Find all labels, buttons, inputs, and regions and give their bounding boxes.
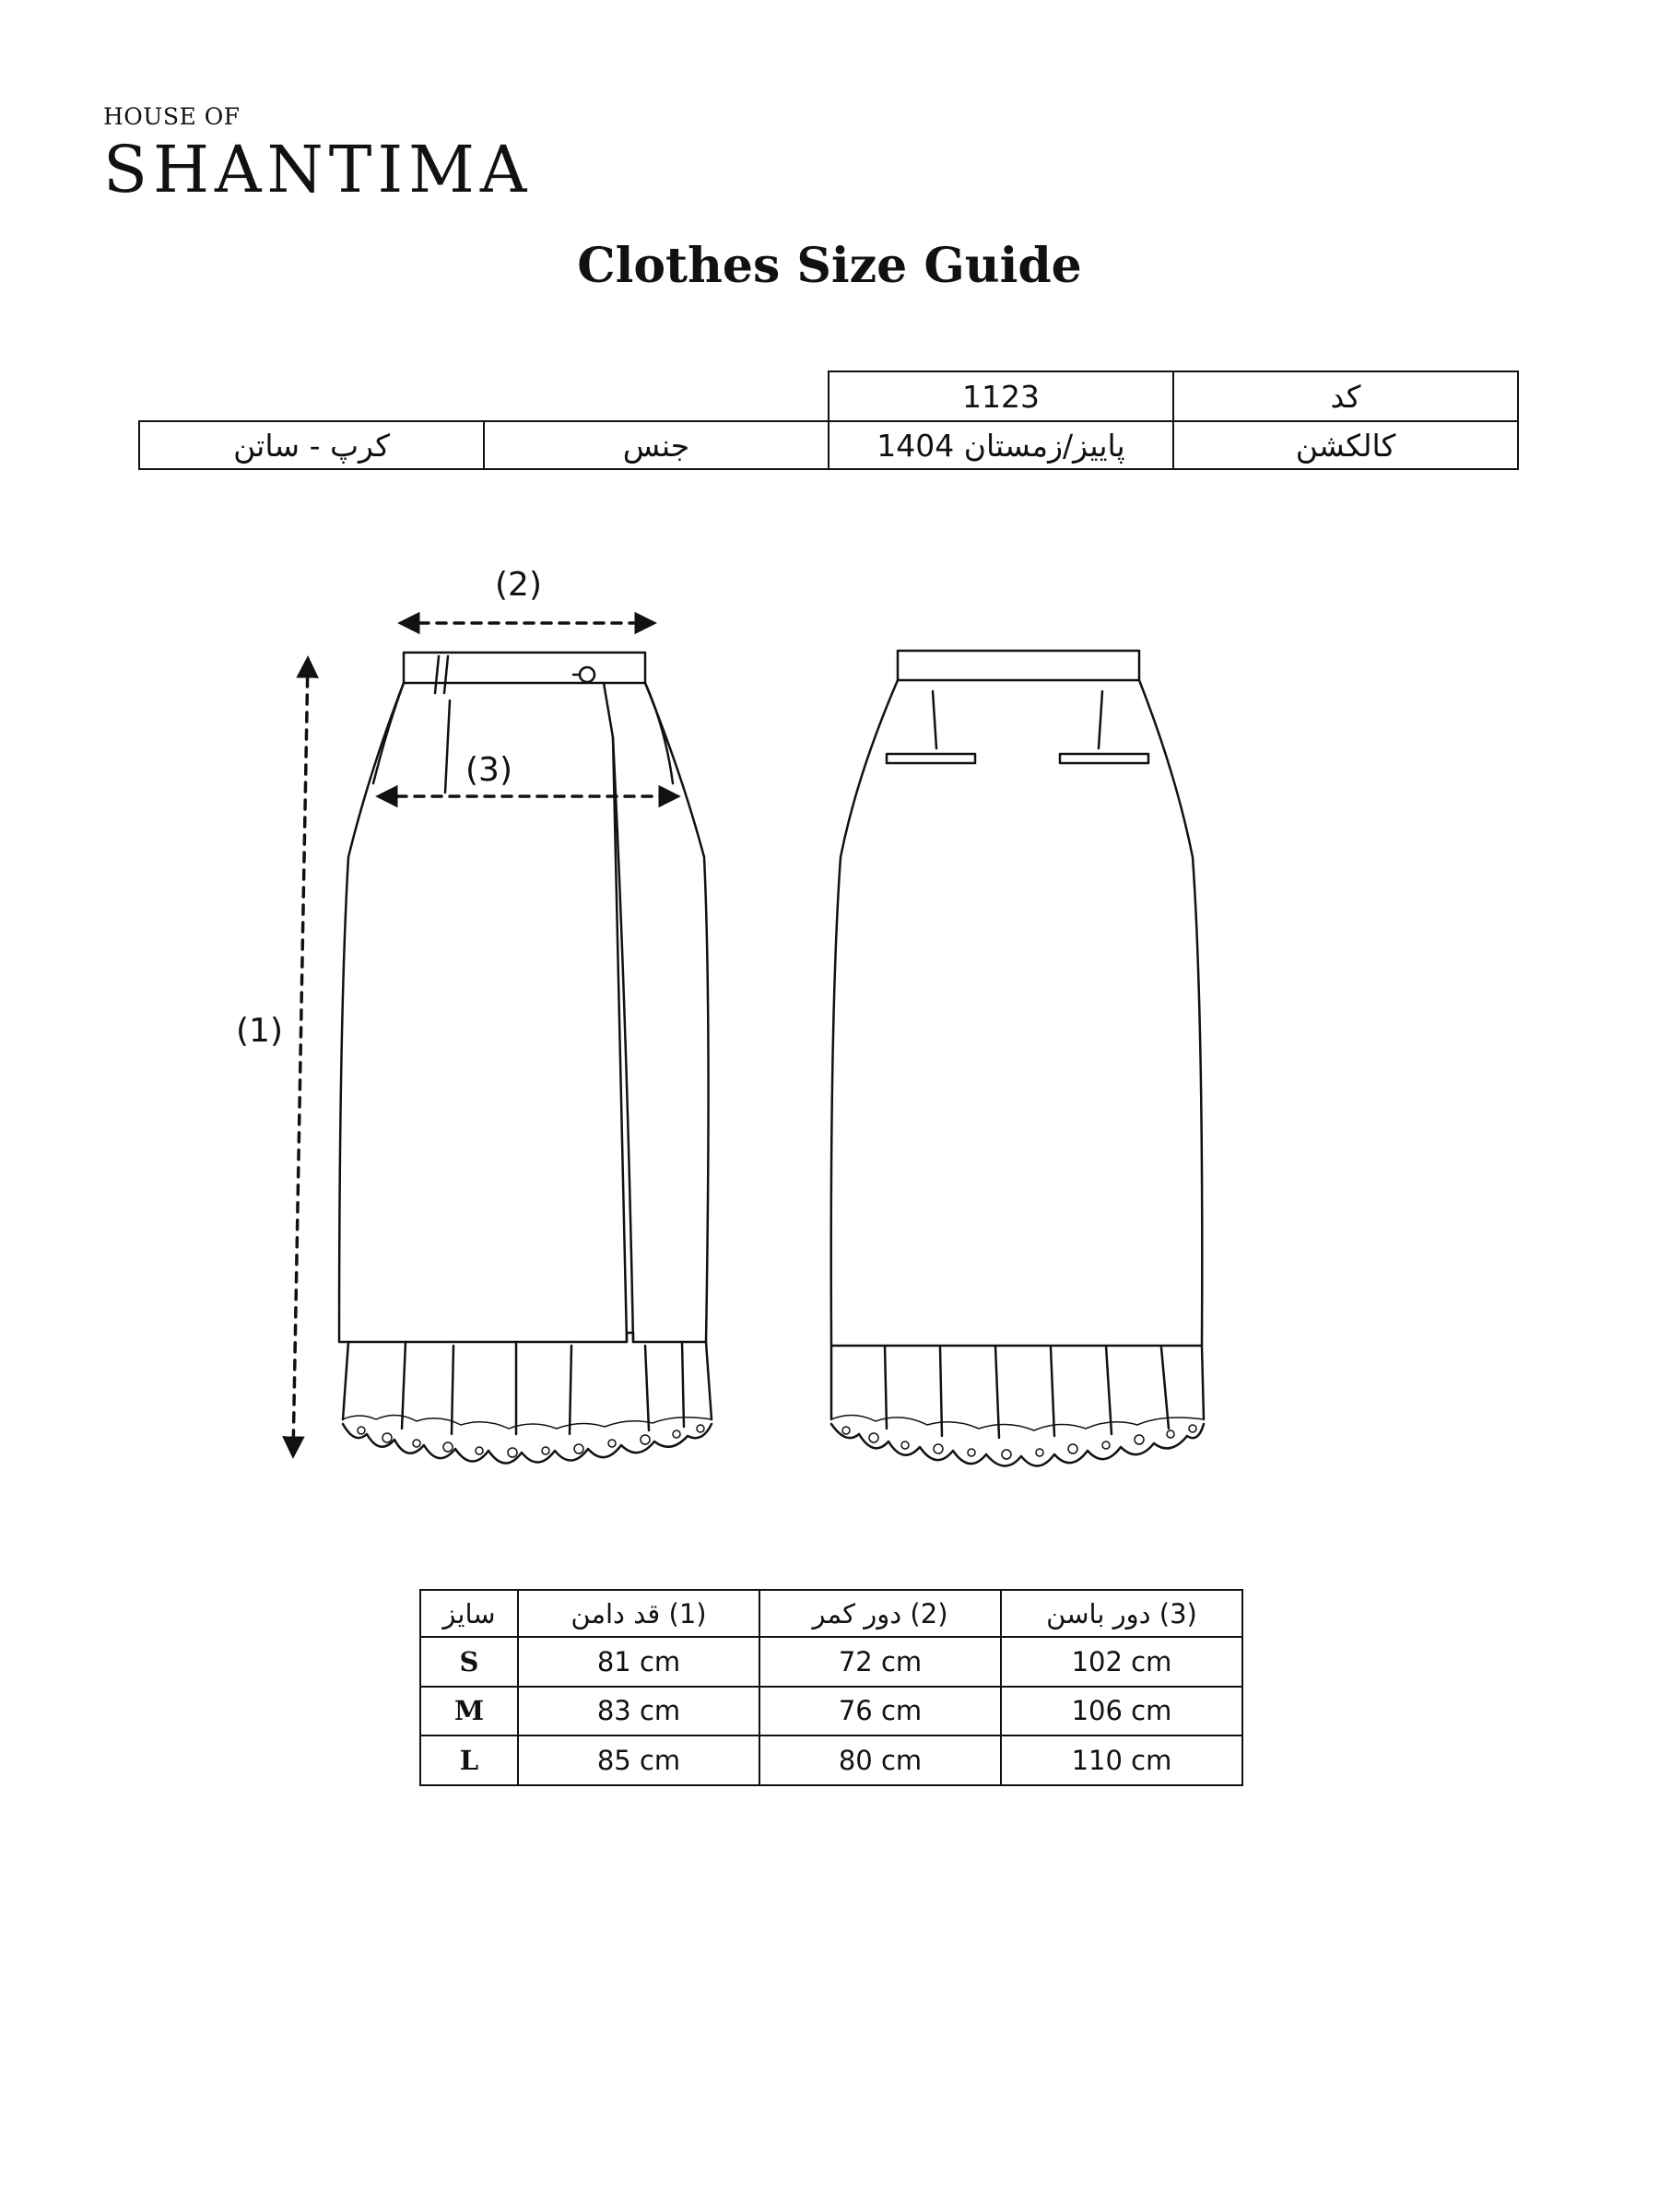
size-cell: M <box>420 1687 518 1736</box>
brand-line-small: HOUSE OF <box>103 103 241 130</box>
brand-line-large: SHANTIMA <box>103 132 533 207</box>
table-row <box>420 1735 1242 1785</box>
header-length: (1) قد دامن <box>518 1590 759 1637</box>
header-size: سایز <box>420 1590 518 1637</box>
size-chart-header-row <box>420 1590 1242 1637</box>
size-cell: L <box>420 1735 518 1785</box>
length-cell: 83 cm <box>518 1687 759 1736</box>
material-label-cell: جنس <box>483 420 830 470</box>
waist-cell: 72 cm <box>759 1637 1001 1687</box>
hip-cell: 102 cm <box>1001 1637 1242 1687</box>
header-waist: (2) دور کمر <box>759 1590 1001 1637</box>
length-measure-arrow <box>293 660 308 1454</box>
length-measure-label: (1) <box>236 1012 283 1050</box>
waist-cell: 76 cm <box>759 1687 1001 1736</box>
skirt-back-view <box>831 651 1204 1466</box>
skirt-front-view <box>339 653 712 1464</box>
size-chart-table <box>419 1589 1243 1786</box>
size-cell: S <box>420 1637 518 1687</box>
waist-measure-label: (2) <box>495 566 542 604</box>
code-label-cell: کد <box>1172 371 1519 422</box>
header-hip: (3) دور باسن <box>1001 1590 1242 1637</box>
table-row <box>420 1637 1242 1687</box>
material-value-cell: کرپ - ساتن <box>138 420 485 470</box>
length-cell: 85 cm <box>518 1735 759 1785</box>
hip-cell: 106 cm <box>1001 1687 1242 1736</box>
waist-cell: 80 cm <box>759 1735 1001 1785</box>
collection-label-cell: کالکشن <box>1172 420 1519 470</box>
table-row <box>420 1687 1242 1736</box>
collection-value-cell: پاییز/زمستان 1404 <box>828 420 1174 470</box>
length-cell: 81 cm <box>518 1637 759 1687</box>
hip-measure-label: (3) <box>465 751 512 789</box>
page-title: Clothes Size Guide <box>577 238 1082 294</box>
hip-cell: 110 cm <box>1001 1735 1242 1785</box>
code-value-cell: 1123 <box>828 371 1174 422</box>
